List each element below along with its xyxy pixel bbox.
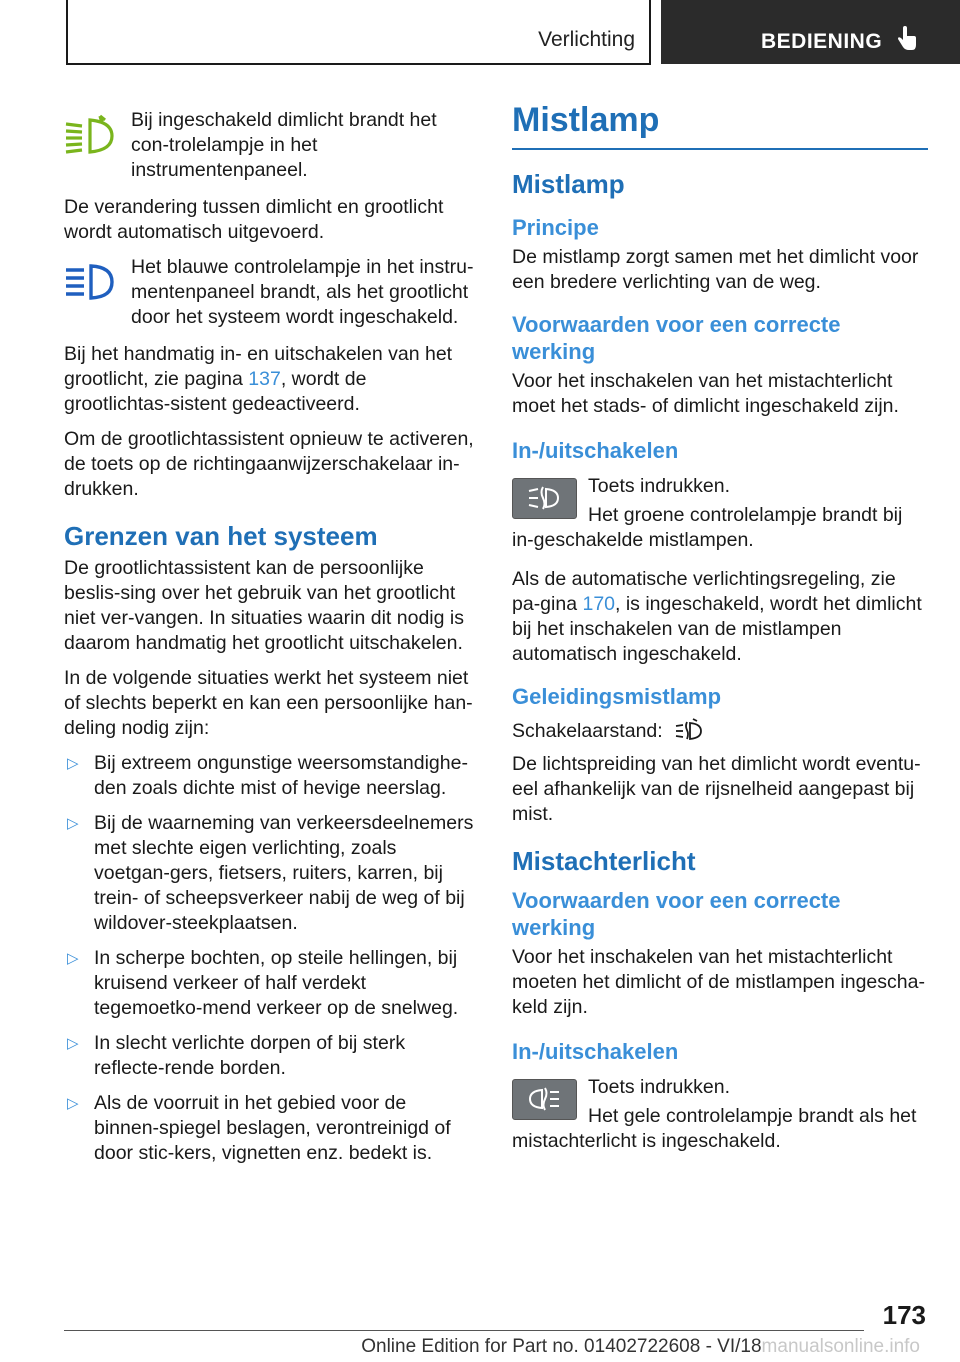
button-instruction: Toets indrukken. (588, 1076, 730, 1098)
rear-fog-lamp-icon (528, 1087, 560, 1111)
section-title-rear-fog: Mistachterlicht (512, 846, 696, 876)
rear-fog-button-row (512, 1075, 928, 1100)
paragraph: De grootlichtassistent kan de persoonlijke beslis‐sing over het gebruik van het grootlicht niet ver‐vangen. In situaties waarin dit nodig is daarom handmatig het grootlicht uitschakelen. (64, 557, 464, 654)
page-link-170[interactable]: 170 (582, 593, 616, 615)
paragraph: In de volgende situaties werkt het systeem niet of slechts beperkt en kan een persoonlijke han‐deling nodig zijn: (64, 667, 473, 739)
list-item (64, 1091, 476, 1166)
front-fog-lamp-icon (528, 486, 560, 510)
dimlight-indicator-text: Bij ingeschakeld dimlicht brandt het con‐trolelampje in het instrumentenpaneel. (131, 109, 437, 181)
section-title-mistlamp: Mistlamp (512, 169, 625, 199)
text-span: Het gele controlelampje brandt als het mistachterlicht is ingeschakeld. (512, 1105, 917, 1152)
paragraph: De lichtspreiding van het dimlicht wordt eventu‐eel afhankelijk van de rijsnelheid aangepast bij mist. (512, 753, 921, 825)
header-left-rule (66, 0, 68, 64)
headlight-green-icon (64, 114, 114, 154)
dimlight-indicator-row (64, 108, 476, 183)
subheading-switch-on-off-2: In-/uitschakelen (512, 1039, 679, 1064)
paragraph-manual (64, 342, 476, 417)
highbeam-blue-icon (64, 261, 114, 301)
list-item-text: In scherpe bochten, op steile hellingen, bij kruisend verkeer of half verdekt tegemoetko‐mend verkeer op de snelweg. (94, 947, 459, 1019)
chapter-title-rule (512, 148, 928, 150)
paragraph: De mistlamp zorgt samen met het dimlicht voor een bredere verlichting van de weg. (512, 246, 919, 293)
fog-lamp-button[interactable] (512, 478, 577, 519)
paragraph: Voor het inschakelen van het mistachterlicht moeten het dimlicht of de mistlampen ingescha‐keld zijn. (512, 946, 925, 1018)
button-instruction: Toets indrukken. (588, 475, 730, 497)
subheading-conditions: Voorwaarden voor een correcte werking (512, 312, 841, 364)
bullet-list (64, 751, 476, 1166)
heading-system-limits: Grenzen van het systeem (64, 521, 378, 551)
paragraph: Om de grootlichtassistent opnieuw te activeren, de toets op de richtingaanwijzerschakelaar in‐drukken. (64, 428, 474, 500)
list-item-text: Als de voorruit in het gebied voor de binnen‐spiegel beslagen, verontreinigd of door stic‐kers, vignetten enz. bedekt is. (94, 1092, 451, 1164)
paragraph: Voor het inschakelen van het mistachterlicht moet het stads- of dimlicht ingeschakeld zijn. (512, 370, 899, 417)
fog-lamp-button-row (512, 474, 928, 499)
paragraph-auto (512, 567, 928, 667)
watermark: manualsonline.info (761, 1336, 920, 1357)
paragraph: De verandering tussen dimlicht en grootlicht wordt automatisch uitgevoerd. (64, 196, 444, 243)
list-item-text: In slecht verlichte dorpen of bij sterk reflecte‐rende borden. (94, 1032, 406, 1079)
pointing-hand-icon (896, 26, 918, 52)
subheading-principe: Principe (512, 215, 599, 240)
triangle-bullet-icon: ▷ (67, 1035, 79, 1052)
header-tab-label: BEDIENING (761, 30, 883, 53)
triangle-bullet-icon: ▷ (67, 1095, 79, 1112)
subheading-guide-fog: Geleidingsmistlamp (512, 684, 722, 709)
chapter-title: Mistlamp (512, 101, 660, 139)
page-link-137[interactable]: 137 (248, 368, 281, 390)
header-tab[interactable] (661, 0, 960, 64)
fog-switch-position-icon (674, 718, 704, 740)
switch-position-line (512, 718, 928, 744)
subheading-conditions-2: Voorwaarden voor een correcte werking (512, 888, 841, 940)
header-section-title: Verlichting (538, 28, 635, 51)
triangle-bullet-icon: ▷ (67, 815, 79, 832)
list-item (64, 1031, 476, 1081)
highbeam-indicator-row (64, 255, 476, 330)
text-span: Schakelaarstand: (512, 720, 663, 742)
list-item (64, 946, 476, 1021)
footer-rule (64, 1330, 864, 1331)
list-item-text: Bij de waarneming van verkeersdeelnemers met slechte eigen verlichting, zoals voetgan‐gers, fietsers, ruiters, karren, bij trein- of scheepsverkeer nabij de weg of bij wildover‐steekplaatsen. (94, 812, 474, 934)
highbeam-indicator-text: Het blauwe controlelampje in het instru‐mentenpaneel brandt, als het grootlicht door het systeem wordt ingeschakeld. (131, 256, 474, 328)
right-column (512, 100, 928, 1164)
list-item-text: Bij extreem ongunstige weersomstandighe‐den zoals dichte mist of hevige neerslag. (94, 752, 468, 799)
text-span: , is ingeschakeld, wordt het dimlicht bij het inschakelen van de mistlampen automatisch ingeschakeld. (512, 593, 922, 665)
text-span: , wordt de grootlichtas‐sistent gedeactiveerd. (64, 368, 367, 415)
rear-fog-button[interactable] (512, 1079, 577, 1120)
text-span: Als de automatische verlichtingsregeling, zie pa‐gina (512, 568, 896, 615)
triangle-bullet-icon: ▷ (67, 950, 79, 967)
header-bottom-rule (66, 63, 651, 65)
text-span: Bij het handmatig in- en uitschakelen van het grootlicht, zie pagina (64, 343, 453, 390)
header-divider (649, 0, 651, 64)
list-item (64, 811, 476, 936)
footer-edition (300, 1336, 920, 1358)
list-item (64, 751, 476, 801)
footer-edition-text: Online Edition for Part no. 01402722608 - VI/18 (361, 1336, 762, 1357)
page-number: 173 (882, 1300, 926, 1330)
triangle-bullet-icon: ▷ (67, 755, 79, 772)
text-span: Het groene controlelampje brandt bij in‐geschakelde mistlampen. (512, 504, 903, 551)
left-column (64, 108, 476, 1176)
subheading-switch-on-off: In-/uitschakelen (512, 438, 679, 463)
